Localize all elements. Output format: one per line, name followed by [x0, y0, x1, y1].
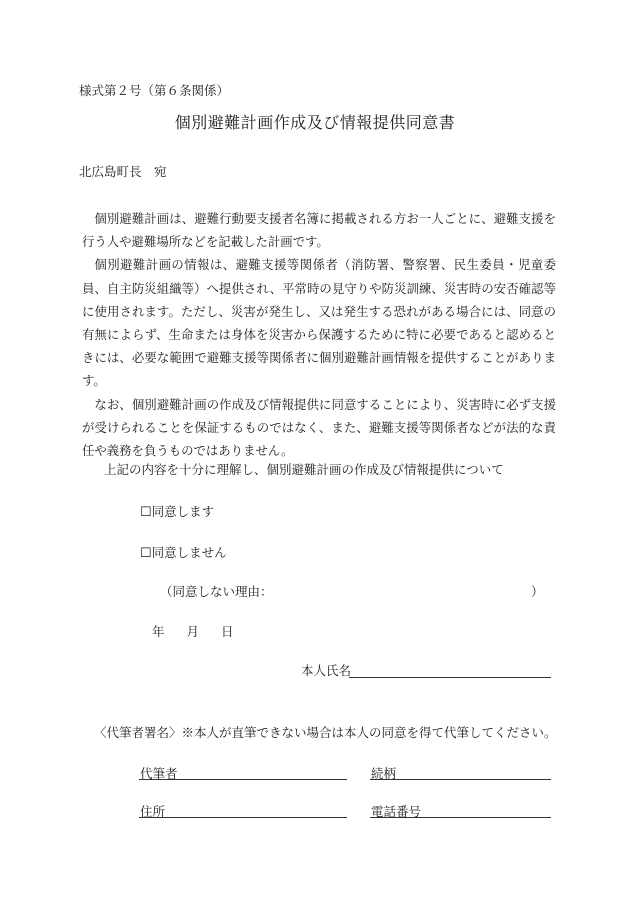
relation-label: 続柄: [371, 766, 397, 781]
consent-intro: 上記の内容を十分に理解し、個別避難計画の作成及び情報提供について: [104, 462, 504, 477]
paragraph-information-use: 個別避難計画の情報は、避難支援等関係者（消防署、警察署、民生委員・児童委員、自主防災組織等）へ提供され、平常時の見守りや防災訓練、災害時の安否確認等に使用されます。ただし、災害が発生し、又は発生する恐れがある場合には、同意の有無によらず、生命または身体を災害から保護するために特に必要であると認めるときには、必要な範囲で避難支援等関係者に個別避難計画情報を提供することがあります。: [82, 257, 556, 389]
address-label: 住所: [140, 804, 166, 819]
address-line[interactable]: [139, 817, 347, 818]
agree-label: 同意します: [151, 504, 215, 519]
reason-close-paren: ）: [531, 584, 544, 599]
agree-option[interactable]: [140, 502, 214, 520]
phone-line[interactable]: [370, 817, 551, 818]
form-number: 様式第２号（第６条関係）: [79, 83, 230, 98]
date-month-label: 月: [186, 624, 200, 639]
proxy-name-label: 代筆者: [140, 766, 178, 781]
addressee: 北広島町長 宛: [79, 164, 167, 179]
signature-label: 本人氏名: [301, 663, 352, 678]
explanation-body: [82, 207, 556, 462]
disagree-checkbox[interactable]: ☐: [140, 546, 152, 561]
proxy-note: 〈代筆者署名〉※本人が直筆できない場合は本人の同意を得て代筆してください。: [94, 725, 557, 740]
disagree-label: 同意しません: [151, 545, 227, 560]
disagree-option[interactable]: [140, 543, 227, 561]
date-field[interactable]: [152, 622, 234, 640]
date-day-label: 日: [221, 624, 234, 639]
paragraph-disclaimer: なお、個別避難計画の作成及び情報提供に同意することにより、災害時に必ず支援が受けられることを保証するものではなく、また、避難支援等関係者などが法的な責任や義務を負うものではありません。: [82, 396, 556, 459]
paragraph-purpose: 個別避難計画は、避難行動要支援者名簿に掲載される方お一人ごとに、避難支援を行う人や避難場所などを記載した計画です。: [82, 211, 556, 250]
proxy-name-line[interactable]: [139, 779, 347, 780]
agree-checkbox[interactable]: ☐: [140, 505, 152, 520]
reason-field[interactable]: [270, 580, 525, 600]
signature-line[interactable]: [349, 677, 551, 678]
relation-line[interactable]: [370, 779, 551, 780]
page-title: 個別避難計画作成及び情報提供同意書: [174, 113, 456, 132]
date-year-label: 年: [152, 624, 165, 639]
phone-label: 電話番号: [371, 804, 422, 819]
reason-label: （同意しない理由：: [160, 584, 273, 599]
